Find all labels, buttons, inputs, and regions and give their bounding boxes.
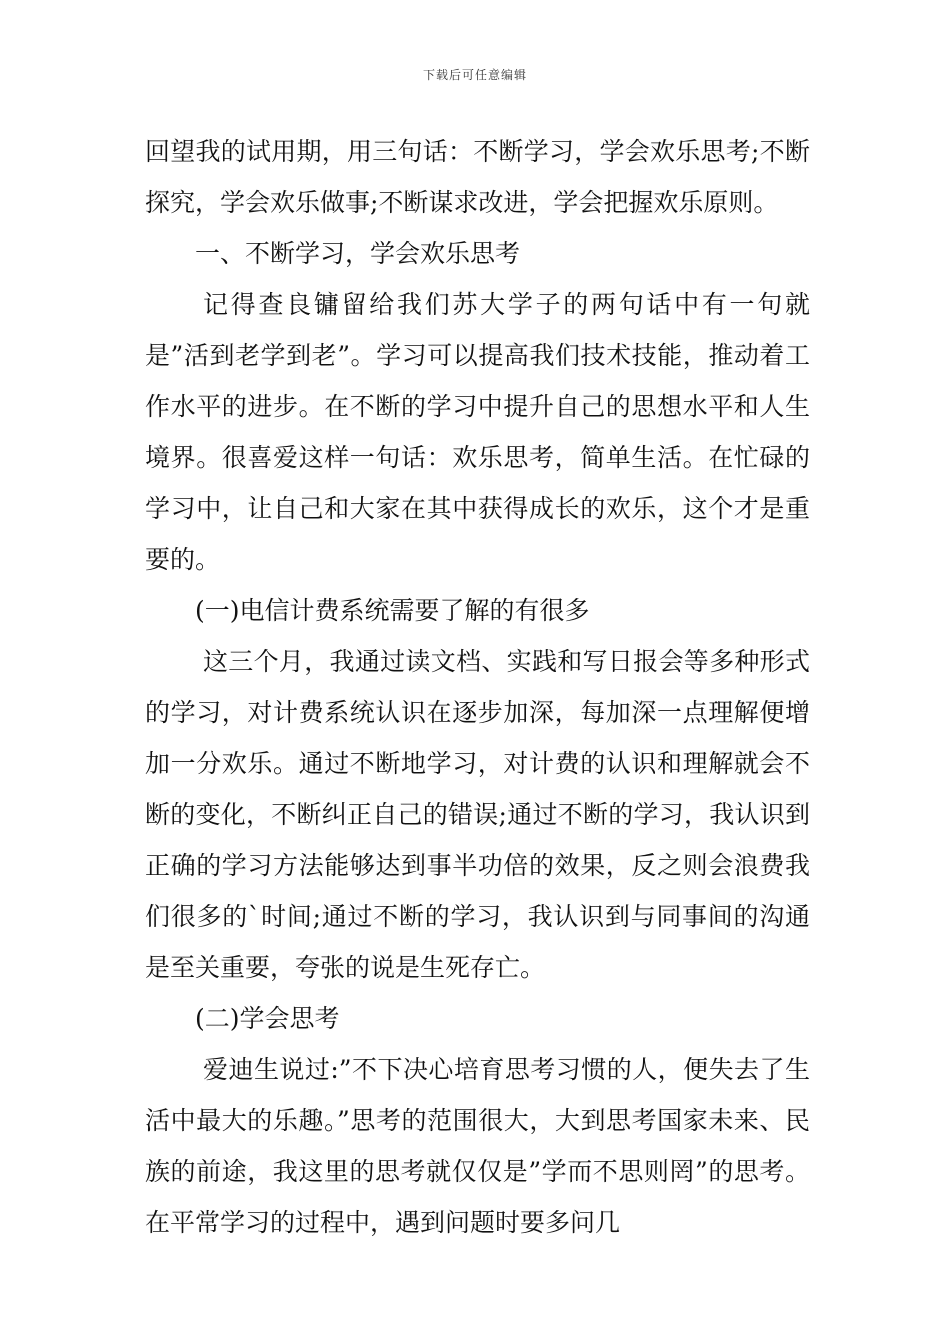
subsection-heading-1: (一)电信计费系统需要了解的有很多 [195,596,590,625]
document-body [145,126,810,1248]
header-note: 下载后可任意编辑 [422,68,527,82]
body-paragraph-1: 记得查良镛留给我们苏大学子的两句话中有一句就是”活到老学到老”。学习可以提高我们技术技能，推动着工作水平的进步。在不断的学习中提升自己的思想水平和人生境界。很喜爱这样一句话：欢乐思考，简单生活。在忙碌的学习中，让自己和大家在其中获得成长的欢乐，这个才是重要的。 [145,290,810,574]
body-paragraph-3: 爱迪生说过:”不下决心培育思考习惯的人，便失去了生活中最大的乐趣。”思考的范围很大，大到思考国家未来、民族的前途，我这里的思考就仅仅是”学而不思则罔”的思考。在平常学习的过程中，遇到问题时要多问几 [145,1055,810,1237]
body-paragraph-2: 这三个月，我通过读文档、实践和写日报会等多种形式的学习，对计费系统认识在逐步加深，每加深一点理解便增加一分欢乐。通过不断地学习，对计费的认识和理解就会不断的变化，不断纠正自己的错误;通过不断的学习，我认识到正确的学习方法能够达到事半功倍的效果，反之则会浪费我们很多的`时间;通过不断的学习，我认识到与同事间的沟通是至关重要，夸张的说是生死存亡。 [145,647,810,982]
intro-paragraph: 回望我的试用期，用三句话：不断学习，学会欢乐思考;不断探究，学会欢乐做事;不断谋求改进，学会把握欢乐原则。 [145,137,810,217]
subsection-heading-2: (二)学会思考 [195,1004,340,1033]
section-heading-1: 一、不断学习，学会欢乐思考 [195,239,521,268]
